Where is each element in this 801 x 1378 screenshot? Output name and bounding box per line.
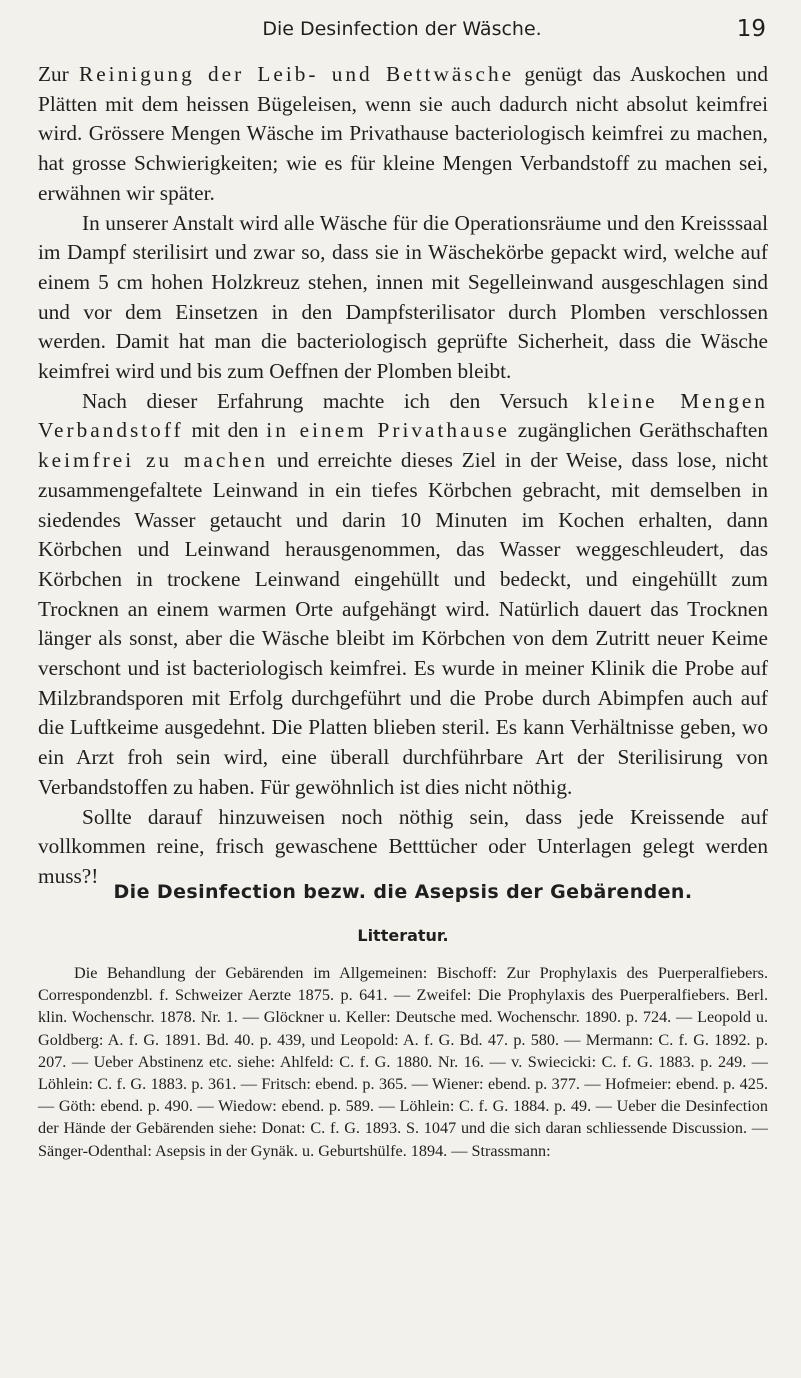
paragraph-3 [38, 387, 768, 803]
text-run: mit den [183, 418, 267, 443]
section-title: Die Desinfection bezw. die Asepsis der Gebärenden. [113, 881, 693, 903]
paragraph-2: In unserer Anstalt wird alle Wäsche für die Operationsräume und den Kreisssaal im Dampf sterilisirt und zwar so, dass sie in Wäschekörbe gepackt wird, welche auf einem 5 cm hohen Holzkreuz stehen, innen mit Segelleinwand ausgeschlagen sind und vor dem Einsetzen in den Dampfsterilisator durch Plomben verschlossen werden. Damit hat man die bacteriologisch geprüfte Sicherheit, dass die Wäsche keimfrei wird und bis zum Oeffnen der Plomben bleibt. [38, 210, 768, 384]
paragraph-1 [38, 60, 768, 209]
literature-heading: Litteratur. [357, 926, 449, 945]
literature-list: Die Behandlung der Gebärenden im Allgemeinen: Bischoff: Zur Prophylaxis des Puerperalfiebers. Correspondenzbl. f. Schweizer Aerzte 1875. p. 641. — Zweifel: Die Prophylaxis des Puerperalfiebers. Berl. klin. Wochenschr. 1878. Nr. 1. — Glöckner u. Keller: Deutsche med. Wochenschr. 1890. p. 724. — Leopold u. Goldberg: A. f. G. 1891. Bd. 40. p. 439, und Leopold: A. f. G. Bd. 47. p. 580. — Mermann: C. f. G. 1892. p. 207. — Ueber Abstinenz etc. siehe: Ahlfeld: C. f. G. 1880. Nr. 16. — v. Swiecicki: C. f. G. 1883. p. 249. — Löhlein: C. f. G. 1883. p. 361. — Fritsch: ebend. p. 365. — Wiener: ebend. p. 377. — Hofmeier: ebend. p. 425. — Göth: ebend. p. 490. — Wiedow: ebend. p. 589. — Löhlein: C. f. G. 1884. p. 49. — Ueber die Desinfection der Hände der Gebärenden siehe: Donat: C. f. G. 1893. S. 1047 und die sich daran schliessende Discussion. — Sänger-Odenthal: Asepsis in der Gynäk. u. Geburtshülfe. 1894. — Strassmann: [38, 964, 768, 1160]
emphasis-spaced: kleine Mengen Verbandstoff [38, 388, 768, 443]
emphasis-spaced: in einem Privathause [266, 418, 510, 443]
page-number: 19 [736, 16, 766, 42]
running-head [38, 18, 766, 46]
text-run: und erreichte dieses Ziel in der Weise, dass lose, nicht zusammengefaltete Leinwand in ein tiefes Körbchen gebracht, mit demselben in siedendes Wasser getaucht und darin 10 Minuten im Kochen erhalten, dann Körbchen und Leinwand herausgenommen, das Wasser weggeschleudert, das Körbchen in trockene Leinwand eingehüllt und bedeckt, und eingehüllt zum Trocknen an einem warmen Orte aufgehängt wird. Natürlich dauert das Trocknen länger als sonst, aber die Wäsche bleibt im Körbchen von dem Zutritt neuer Keime verschont und ist bacteriologisch keimfrei. Es wurde in meiner Klinik die Probe auf Milzbrandsporen mit Erfolg durchgeführt und die Probe durch Abimpfen auch auf die Luftkeime ausgedehnt. Die Platten blieben steril. Es kann Verhältnisse geben, wo ein Arzt froh sein wird, eine überall durchführbare Art der Sterilisirung von Verbandstoffen zu haben. Für gewöhnlich ist dies nicht nöthig. [38, 448, 768, 799]
text-run: Nach dieser Erfahrung machte ich den Versuch [82, 388, 588, 413]
body-text [38, 60, 768, 892]
running-title: Die Desinfection der Wäsche. [262, 18, 542, 40]
text-run: Zur [38, 62, 79, 86]
emphasis-spaced: keimfrei zu machen [38, 448, 269, 473]
text-run: genügt das Auskochen und Plätten mit dem heissen Bügeleisen, wenn sie auch dadurch nicht absolut keimfrei wird. Grössere Mengen Wäsche im Privathause bacteriologisch keimfrei zu machen, hat grosse Schwierigkeiten; wie es für kleine Mengen Verbandstoff zu machen sei, erwähnen wir später. [38, 62, 769, 205]
text-run: zugänglichen Geräthschaften [509, 418, 768, 443]
paragraph-4: Sollte darauf hinzuweisen noch nöthig sein, dass jede Kreissende auf vollkommen reine, frisch gewaschene Betttücher oder Unterlagen gelegt werden muss?! [38, 804, 768, 888]
emphasis-spaced: Reinigung der Leib- und Bettwäsche [79, 62, 515, 86]
